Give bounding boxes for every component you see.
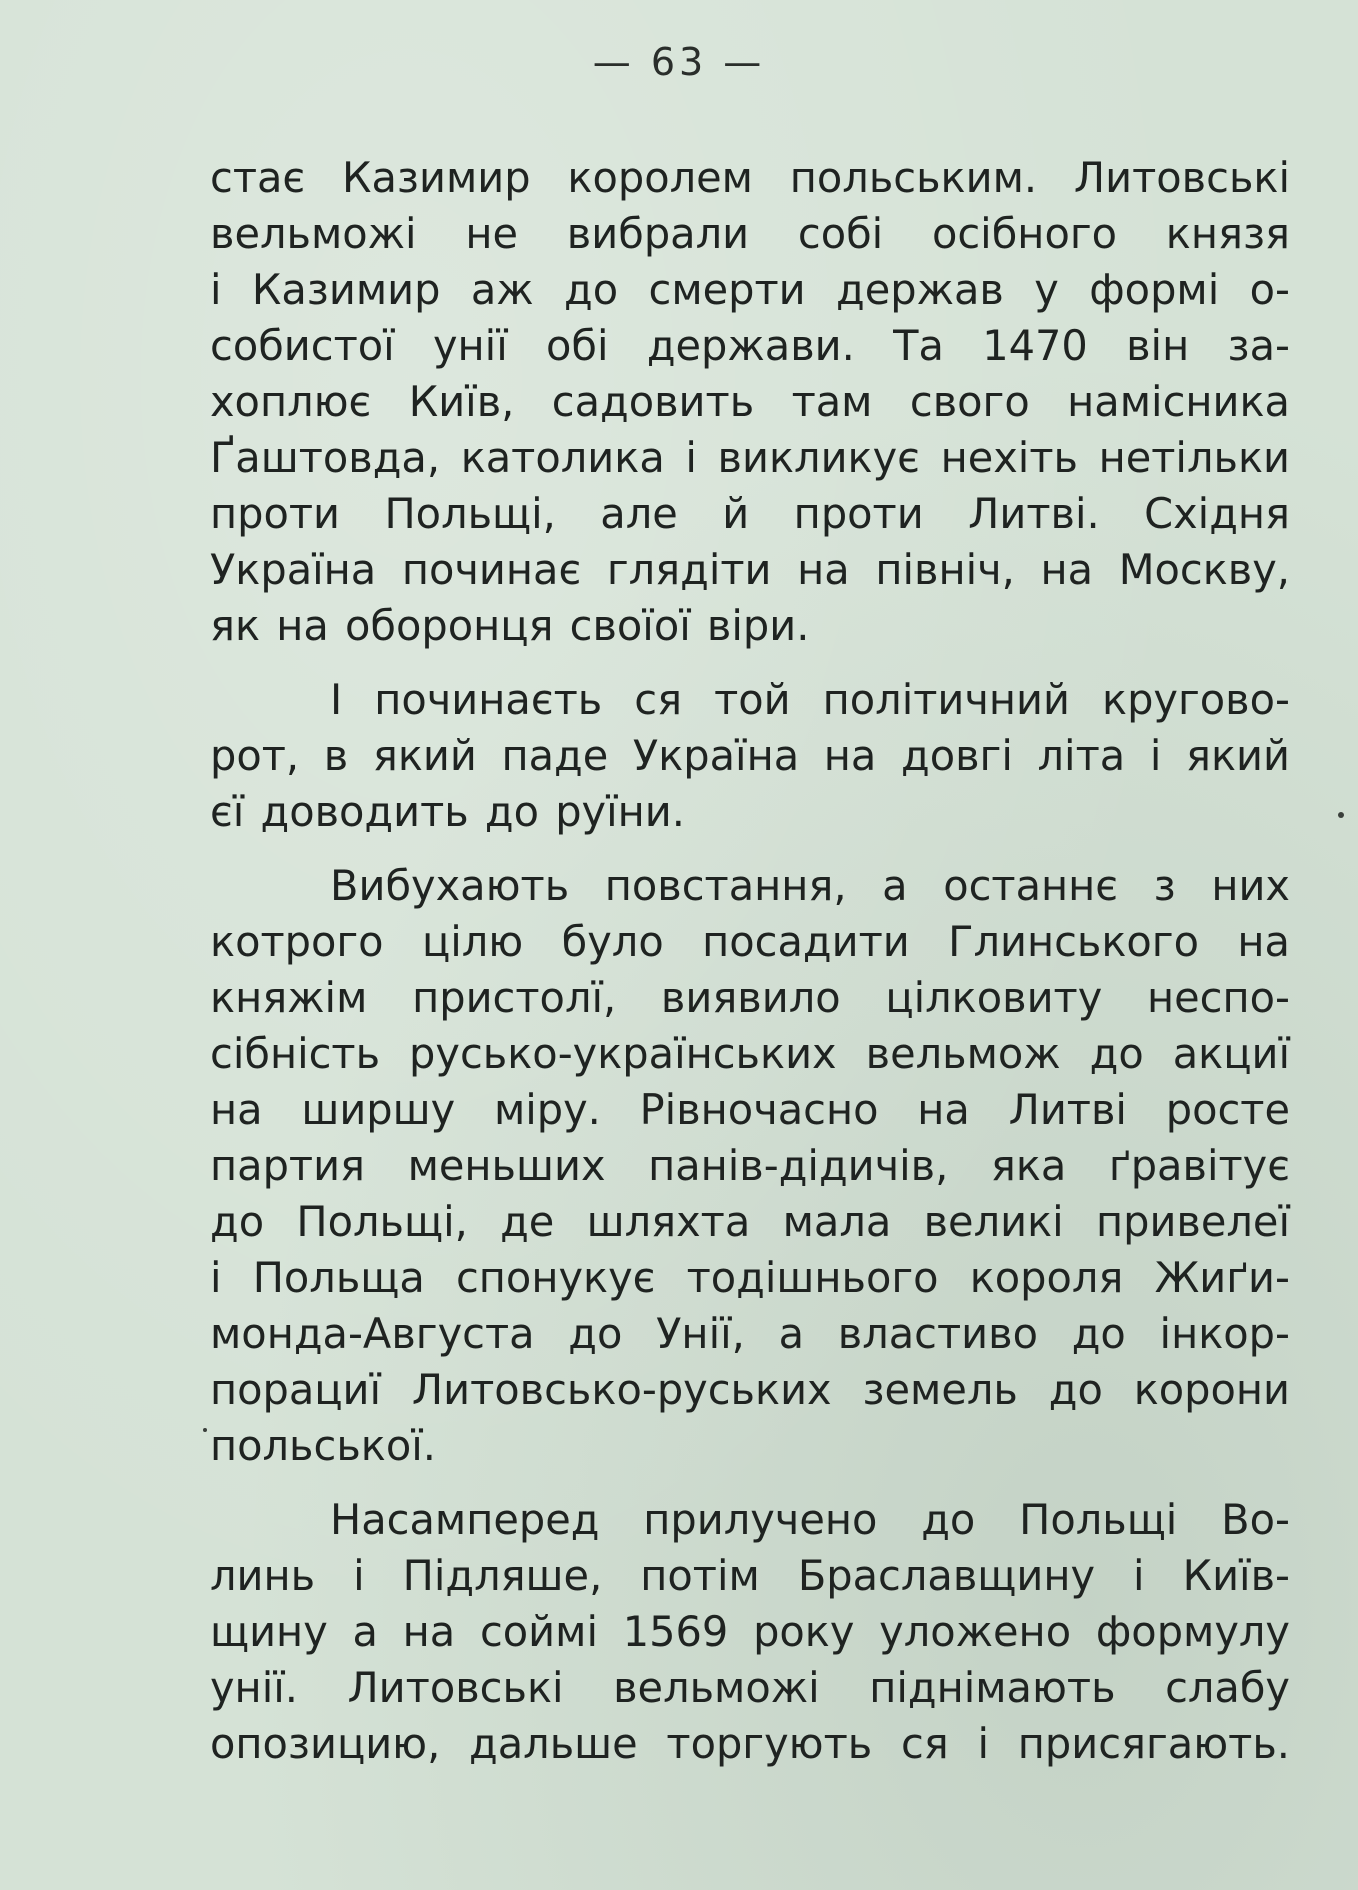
text-line: проти Польщі, але й проти Литві. Східня <box>210 489 1290 538</box>
text-line: Україна починає глядіти на північ, на Москву, <box>210 545 1290 594</box>
text-line: вельможі не вибрали собі осібного князя <box>210 209 1290 258</box>
text-line: польської. <box>210 1421 436 1470</box>
text-line: хоплює Київ, садовить там свого намісника <box>210 377 1290 426</box>
text-line: І починаєть ся той політичний кругово- <box>330 675 1290 724</box>
print-speck-decoration <box>1338 812 1344 818</box>
text-line: опозицию, дальше торгують ся і присягають. <box>210 1719 1290 1768</box>
paragraph-2 <box>210 672 1290 840</box>
print-speck-decoration <box>203 1428 207 1432</box>
page-number: — 63 — <box>592 40 766 84</box>
text-line: щину а на соймі 1569 року уложено формулу <box>210 1607 1290 1656</box>
text-line: Ґаштовда, католика і викликує нехіть нетільки <box>210 433 1290 482</box>
text-line: і Казимир аж до смерти держав у формі о- <box>210 265 1290 314</box>
text-line: монда-Августа до Унії, а властиво до інкор- <box>210 1309 1290 1358</box>
text-line: котрого цілю було посадити Глинського на <box>210 917 1290 966</box>
text-line: як на оборонця своїої віри. <box>210 601 810 650</box>
text-line: сібність русько-українських вельмож до акциї <box>210 1029 1290 1078</box>
text-line: партия меньших панів-дідичів, яка ґравітує <box>210 1141 1290 1190</box>
text-line: собистої унії обі держави. Та 1470 він за- <box>210 321 1290 370</box>
text-line: до Польщі, де шляхта мала великі привелеї <box>210 1197 1290 1246</box>
text-line: линь і Підляше, потім Браславщину і Київ- <box>210 1551 1290 1600</box>
text-line: стає Казимир королем польським. Литовські <box>210 153 1290 202</box>
text-line: Насамперед прилучено до Польщі Во- <box>330 1495 1290 1544</box>
text-line: на ширшу міру. Рівночасно на Литві росте <box>210 1085 1290 1134</box>
text-line: єї доводить до руїни. <box>210 787 685 836</box>
text-line: порациї Литовсько-руських земель до корони <box>210 1365 1290 1414</box>
text-line: рот, в який паде Україна на довгі літа і який <box>210 731 1290 780</box>
text-line: унії. Литовські вельможі піднімають слабу <box>210 1663 1290 1712</box>
text-line: Вибухають повстання, а останнє з них <box>330 861 1290 910</box>
paragraph-4 <box>210 1492 1290 1772</box>
text-line: і Польща спонукує тодішнього короля Жиґи- <box>210 1253 1290 1302</box>
text-line: княжім пристолї, виявило цілковиту неспо- <box>210 973 1290 1022</box>
paragraph-3 <box>210 858 1290 1474</box>
paragraph-1 <box>210 150 1290 654</box>
body-text <box>210 150 1290 1772</box>
